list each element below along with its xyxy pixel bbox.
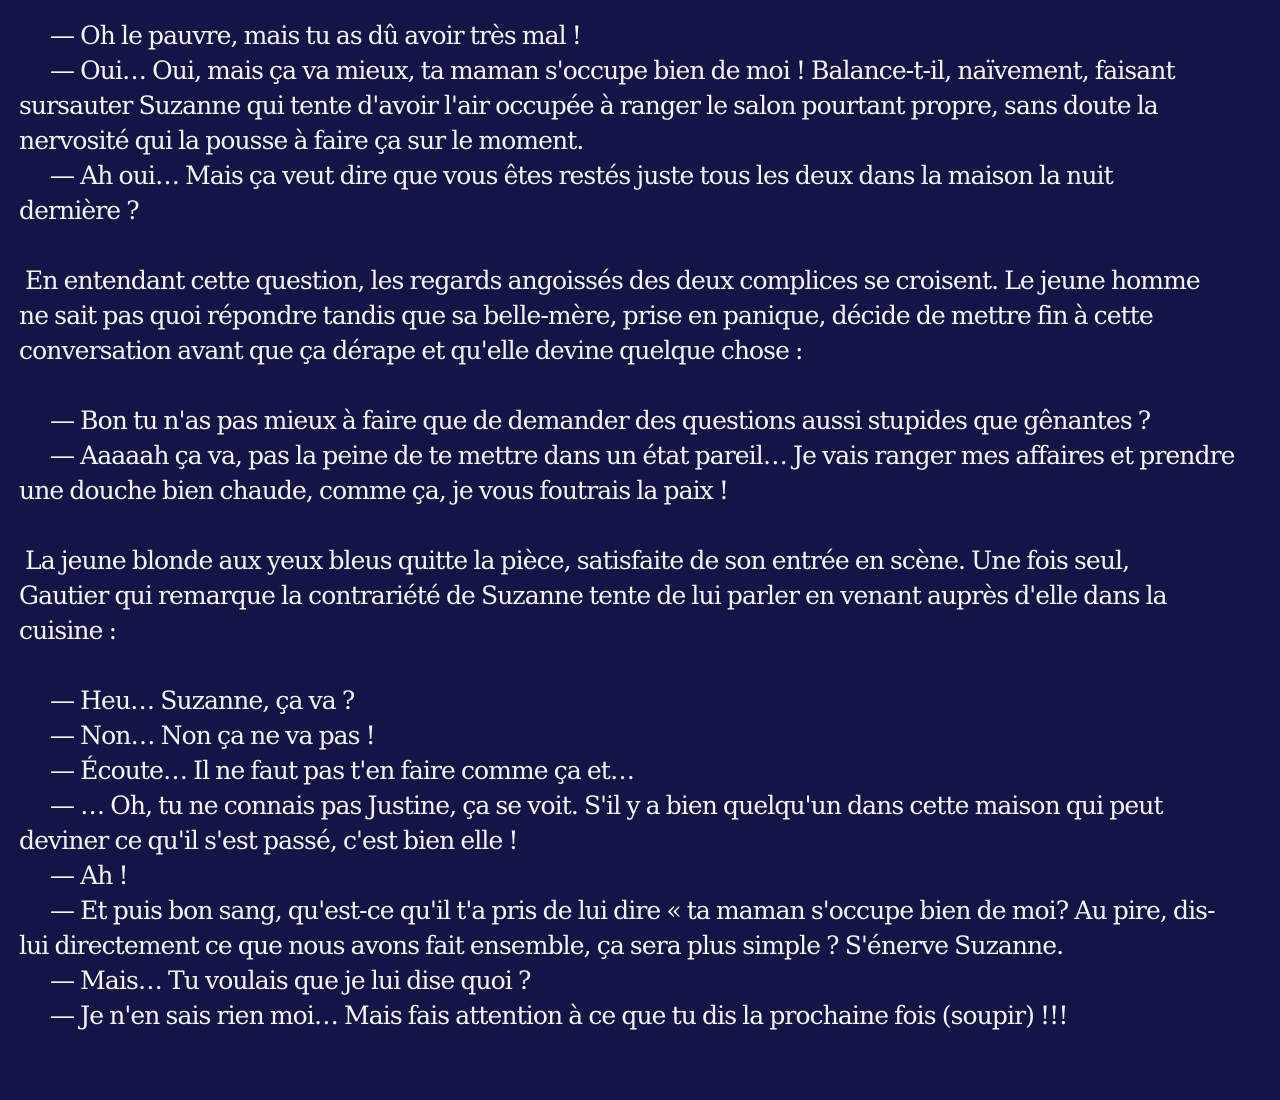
text-line: — Heu… Suzanne, ça va ? — [50, 686, 355, 715]
text-line: — Non… Non ça ne va pas ! — [50, 721, 375, 750]
text-line: cuisine : — [19, 616, 117, 645]
text-line: sursauter Suzanne qui tente d'avoir l'air occupée à ranger le salon pourtant propre, sans doute la — [19, 91, 1158, 120]
text-line: deviner ce qu'il s'est passé, c'est bien elle ! — [19, 826, 518, 855]
paragraph-gap — [19, 368, 1249, 403]
paragraph-gap — [19, 648, 1249, 683]
text-line: Gautier qui remarque la contrariété de Suzanne tente de lui parler en venant auprès d'elle dans la — [19, 581, 1167, 610]
text-line: lui directement ce que nous avons fait ensemble, ça sera plus simple ? S'énerve Suzanne. — [19, 931, 1064, 960]
dialogue-line — [19, 18, 1249, 53]
text-line: — Ah oui… Mais ça veut dire que vous êtes restés juste tous les deux dans la maison la nuit — [50, 161, 1113, 190]
text-line: En entendant cette question, les regards angoissés des deux complices se croisent. Le jeune homme — [25, 266, 1200, 295]
text-line: — Aaaaah ça va, pas la peine de te mettre dans un état pareil… Je vais ranger mes affaires et prendre — [50, 441, 1235, 470]
story-text — [19, 18, 1249, 1033]
dialogue-line — [19, 998, 1249, 1033]
narration-paragraph — [19, 543, 1249, 648]
paragraph-gap — [19, 228, 1249, 263]
text-line: — Oh le pauvre, mais tu as dû avoir très mal ! — [50, 21, 581, 50]
text-line: — Bon tu n'as pas mieux à faire que de demander des questions aussi stupides que gênantes ? — [50, 406, 1151, 435]
text-line: — Mais… Tu voulais que je lui dise quoi ? — [50, 966, 531, 995]
text-line: — … Oh, tu ne connais pas Justine, ça se voit. S'il y a bien quelqu'un dans cette maison qui peut — [50, 791, 1163, 820]
dialogue-line — [19, 158, 1249, 228]
text-line: — Et puis bon sang, qu'est-ce qu'il t'a pris de lui dire « ta maman s'occupe bien de moi? Au pire, dis- — [50, 896, 1215, 925]
dialogue-line — [19, 403, 1249, 438]
dialogue-line — [19, 53, 1249, 158]
text-line: conversation avant que ça dérape et qu'elle devine quelque chose : — [19, 336, 803, 365]
text-line: — Ah ! — [50, 861, 128, 890]
dialogue-line — [19, 893, 1249, 963]
dialogue-line — [19, 438, 1249, 508]
text-line: une douche bien chaude, comme ça, je vous foutrais la paix ! — [19, 476, 729, 505]
text-line: — Je n'en sais rien moi… Mais fais attention à ce que tu dis la prochaine fois (soupir) !!! — [50, 1001, 1068, 1030]
dialogue-line — [19, 718, 1249, 753]
text-line: — Écoute… Il ne faut pas t'en faire comme ça et… — [50, 756, 635, 785]
text-line: dernière ? — [19, 196, 139, 225]
dialogue-line — [19, 753, 1249, 788]
paragraph-gap — [19, 508, 1249, 543]
narration-paragraph — [19, 263, 1249, 368]
text-line: — Oui… Oui, mais ça va mieux, ta maman s'occupe bien de moi ! Balance-t-il, naïvement, faisant — [50, 56, 1175, 85]
dialogue-line — [19, 963, 1249, 998]
text-line: ne sait pas quoi répondre tandis que sa belle-mère, prise en panique, décide de mettre fin à cette — [19, 301, 1153, 330]
text-line: nervosité qui la pousse à faire ça sur le moment. — [19, 126, 584, 155]
dialogue-line — [19, 788, 1249, 858]
dialogue-line — [19, 683, 1249, 718]
text-line: La jeune blonde aux yeux bleus quitte la pièce, satisfaite de son entrée en scène. Une fois seul, — [25, 546, 1130, 575]
dialogue-line — [19, 858, 1249, 893]
